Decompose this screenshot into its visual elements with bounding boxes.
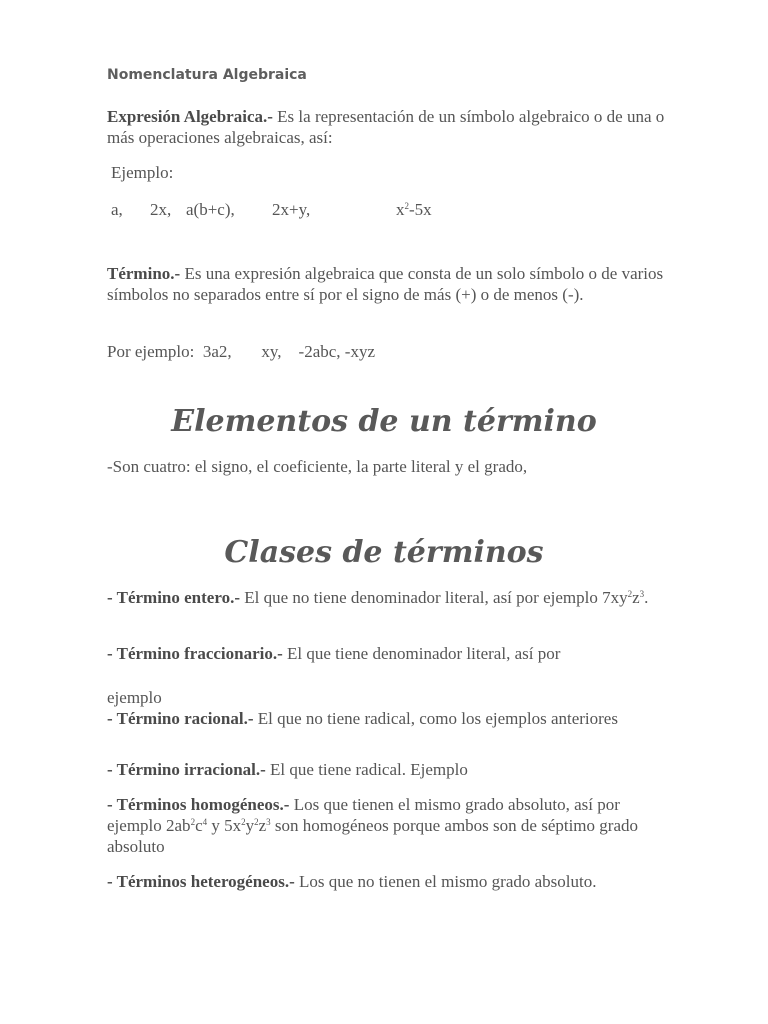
clase-entero: - Término entero.- El que no tiene denominador literal, así por ejemplo $7xy^2z^3$. (107, 588, 649, 607)
example-item-last: $x^2-5x$ (396, 200, 432, 219)
example-item: 2x, (150, 200, 172, 219)
heading-elementos: Elementos de un término (171, 404, 597, 439)
termino-example: Por ejemplo: 3a2, xy, -2abc, -xyz (107, 342, 375, 361)
document-title: Nomenclatura Algebraica (107, 67, 307, 83)
termino-definition (107, 263, 667, 305)
expresion-term: Expresión Algebraica.- (107, 107, 273, 126)
example-item: 2x+y, (272, 200, 311, 219)
clase-homogeneos: - Términos homogéneos.- Los que tienen el mismo grado absoluto, así por ejemplo $2ab^2c^4$ y $5x^2y^2z^3$ son homogéneos porque ambos son de séptimo grado absoluto (107, 795, 638, 856)
expresion-text: Es la representación de un símbolo algebraico o de una o más operaciones algebraicas, así: (107, 107, 665, 147)
expresion-definition (107, 106, 667, 148)
example-item: a, (111, 200, 123, 219)
clase-racional: - Término racional.- El que no tiene radical, como los ejemplos anteriores (107, 709, 618, 728)
heading-clases: Clases de términos (224, 535, 544, 570)
termino-text: Es una expresión algebraica que consta de un solo símbolo o de varios símbolos no separados entre sí por el signo de más (+) o de menos (-). (107, 264, 664, 304)
ejemplo-label: Ejemplo: (111, 163, 174, 182)
clase-fraccionario-cont: ejemplo (107, 688, 162, 707)
elementos-text: -Son cuatro: el signo, el coeficiente, la parte literal y el grado, (107, 457, 528, 476)
clase-heterogeneos: - Términos heterogéneos.- Los que no tienen el mismo grado absoluto. (107, 872, 597, 891)
example-item: a(b+c), (186, 200, 235, 219)
termino-term: Término.- (107, 264, 181, 283)
clase-irracional: - Término irracional.- El que tiene radical. Ejemplo (107, 760, 468, 779)
clase-fraccionario: - Término fraccionario.- El que tiene denominador literal, así por (107, 644, 561, 663)
